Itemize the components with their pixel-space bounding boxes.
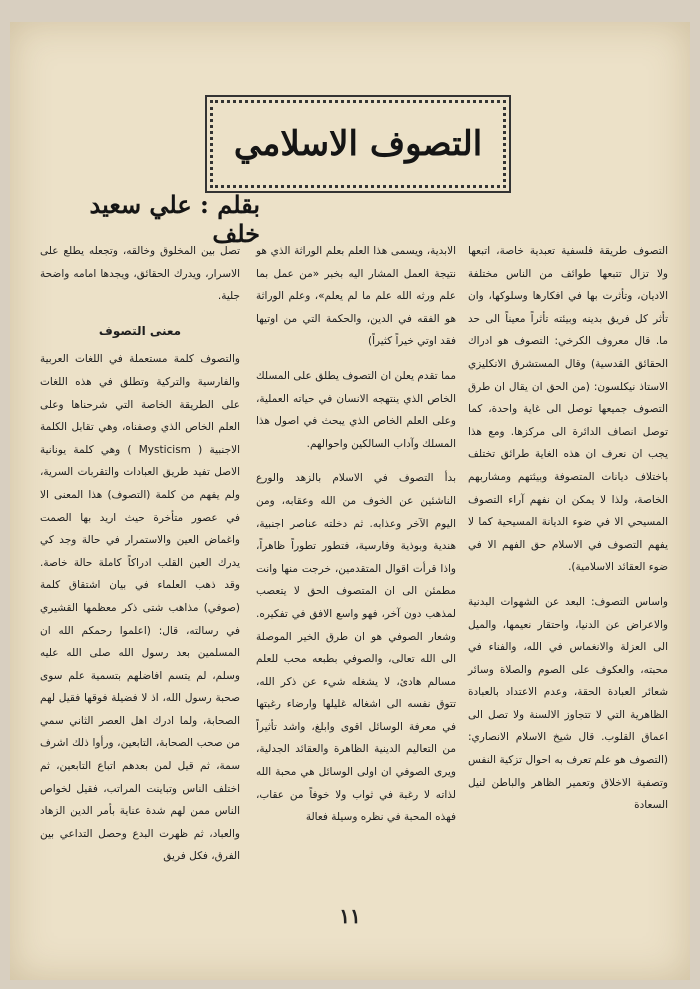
paragraph: بدأ التصوف في الاسلام بالزهد والورع الناشئين عن الخوف من الله وعقابه، ومن اليوم الآخر وعذابه. ثم دخلته عناصر اجنبية، هندية وبوذية وفارسية، فتطور تطوراً ظاهراً، واذا قرأت اقوال المتقدمين، خرجت منها وانت مطمئن الى ان المتصوف الحق لا يتعصب لمذهب دون آخر، فهو واسع الافق في تفكيره. وشعار الصوفي هو ان طرق الخير الموصلة الى الله تعالى، والصوفي بطبعه محب للعلم مسالم هادئ، لا يشغله شيء عن ذكر الله، تتوق نفسه الى اشغاله غليلها وارضاء رغبتها في معرفة الوسائل اقوى وابلغ، واشد تأثيراً من التعاليم الدينية الظاهرة والعقائد الجدلية، ويرى الصوفي ان اولى الوسائل هي محبة الله لذاته لا رغبة في ثواب ولا خوفاً من عقاب، فهذه المحبة في نظره وسيلة فعالة <box>256 472 456 824</box>
page-number: ١١ <box>339 904 361 928</box>
paragraph: تصل بين المخلوق وخالقه، وتجعله يطلع على الاسرار، ويدرك الحقائق، ويجدها امامه واضحة جلية. <box>40 245 240 303</box>
paragraph: واساس التصوف: البعد عن الشهوات البدنية والاعراض عن الدنيا، واحتقار نعيمها، والميل الى العزلة والانغماس في الله، والفناء في محبته، والعكوف على الصوم والصلاة وسائر شعائر العبادة الحقة، وعدم الاعتداد بالعبادة الظاهرية التي لا تتجاوز الالسنة ولا تصل الى اعماق القلوب. قال شيخ الاسلام الانصاري: (التصوف هو علم تعرف به احوال تزكية النفس وتصفية الاخلاق وتعمير الظاهر والباطن لنيل السعادة <box>468 595 668 812</box>
column-left <box>40 240 240 880</box>
column-right <box>468 240 668 829</box>
paragraph: والتصوف كلمة مستعملة في اللغات العربية والفارسية والتركية وتطلق في هذه اللغات على الطريقة الخاصة التي شرحناها وعلى العلم الخاص الذي وصفناه، وهي تقابل الكلمة الاجنبية ( Mysticism ) وهي كلمة يونانية الاصل تفيد طريق العبادات والتقربات السرية، ولم يفهم من كلمة (التصوف) هذا المعنى الا في عصور متأخرة حيث اريد بها الصمت واغماض العين والاستمرار في حالة وجد كي يدرك العين القلب ادراكاً كاملة حالة خاصة. وقد ذهب العلماء في بيان اشتقاق كلمة (صوفي) مذاهب شتى ذكر معظمها القشيري في رسالته، قال: (اعلموا رحمكم الله ان المسلمين بعد رسول الله صلى الله عليه وسلم، لم يتسم افاضلهم بتسمية علم سوى صحبة رسول الله، اذ لا فضيلة فوقها فقيل لهم الصحابة، ولما ادرك اهل العصر الثاني سمي من صحب الصحابة، التابعين، ورأوا ذلك اشرف سمة، ثم قيل لمن بعدهم اتباع التابعين، ثم اختلف الناس وتباينت المراتب، فقيل لخواص الناس ممن لهم شدة عناية بأمر الدين الزهاد والعباد، ثم ظهرت البدع وحصل التداعي بين الفرق، فكل فريق <box>40 353 240 863</box>
title-frame <box>210 100 506 188</box>
paragraph: الابدية، ويسمى هذا العلم بعلم الوراثة الذي هو نتيجة العمل المشار اليه بخبر «من عمل بما علم ورثه الله علم ما لم يعلم»، وعلم الوراثة هو الفقه في الدين، والحكمة التي من اوتيها فقد اوتي خيراً كثيراً) <box>256 245 456 348</box>
paragraph: التصوف طريقة فلسفية تعبدية خاصة، اتبعها ولا تزال تتبعها طوائف من الناس مختلفة الاديان، وتأثرت بها في افكارها وسلوكها، وان تأثر كل فريق بدينه وبيئته تأثراً معيناً الى حد ما. قال معروف الكرخي: التصوف هو ادراك الحقائق القدسية) وقال المستشرق الانكليزي الاستاذ نيكلسون: (من الحق ان يقال ان طرق التصوف جميعها توصل الى غاية واحدة، كما توصل انصاف الدائرة الى مركزها. ومع هذا يجب ان نعرف ان هذه الغاية طرائق تختلف باختلاف ديانات المتصوفة وبيئتهم ومشاربهم الخاصة، ولذا لا يمكن ان نفهم آراء التصوف المسيحي الا في ضوء الديانة المسيحية كما لا يفهم التصوف في الاسلام حق الفهم الا في ضوء العقائد الاسلامية). <box>468 245 668 574</box>
article-title: التصوف الاسلامي <box>233 124 483 164</box>
section-heading: معنى التصوف <box>98 323 182 338</box>
author-byline: بقلم : علي سعيد خلف <box>89 190 260 248</box>
magazine-page <box>10 22 690 980</box>
column-middle <box>256 240 456 841</box>
paragraph: مما تقدم يعلن ان التصوف يطلق على المسلك الخاص الذي ينتهجه الانسان في حياته العملية، وعلى العلم الخاص الذي يبحث في اصول هذا المسلك وآداب السالكين واحوالهم. <box>256 369 456 450</box>
